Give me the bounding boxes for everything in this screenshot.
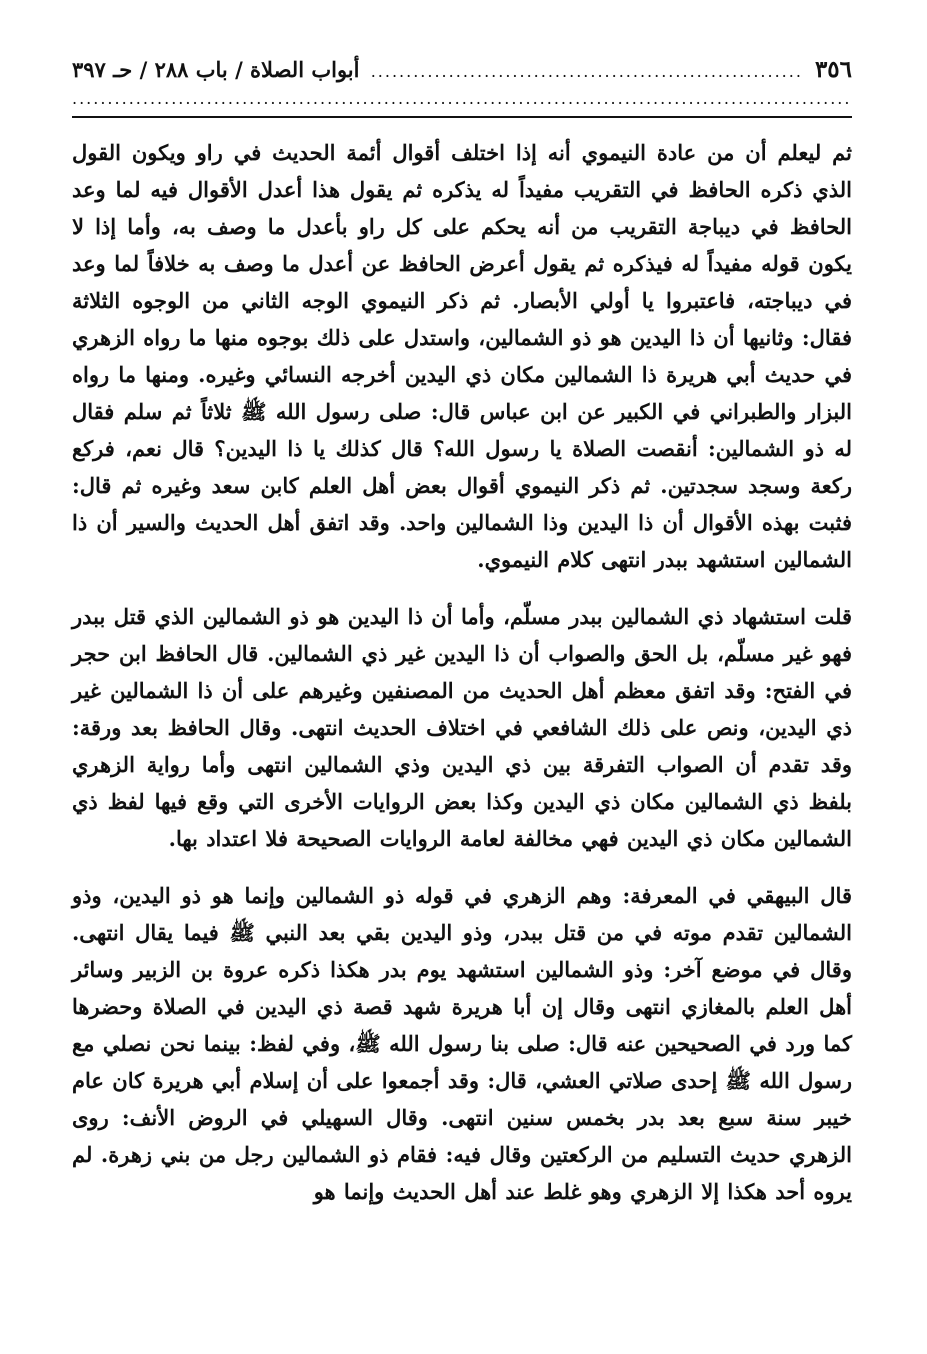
running-title: أبواب الصلاة / باب ٢٨٨ / حـ ٣٩٧ [72, 57, 360, 82]
paragraph-3: قال البيهقي في المعرفة: وهم الزهري في قوله ذو الشمالين وإنما هو ذو اليدين، وذو الشمالين تقدم موته في من قتل ببدر، وذو اليدين بقي بعد النبي ﷺ فيما يقال انتهى. وقال في موضع آخر: وذو الشمالين استشهد يوم بدر هكذا ذكره عروة بن الزبير وسائر أهل العلم بالمغازي انتهى وقال إن أبا هريرة شهد قصة ذي اليدين في الصلاة وحضرها كما ورد في الصحيحين عنه قال: صلى بنا رسول الله ﷺ، وفي لفظ: بينما نحن نصلي مع رسول الله ﷺ إحدى صلاتي العشي، قال: وقد أجمعوا على أن إسلام أبي هريرة كان عام خيبر سنة سبع بعد بدر بخمس سنين انتهى. وقال السهيلي في الروض الأنف: روى الزهري حديث التسليم من الركعتين وقال فيه: فقام ذو الشمالين رجل من بني زهرة. لم يروه أحد هكذا إلا الزهري وهو غلط عند أهل الحديث وإنما هو [72, 883, 852, 1204]
page-number: ٣٥٦ [814, 56, 852, 83]
header-rule [72, 116, 852, 118]
paragraph-2: قلت استشهاد ذي الشمالين ببدر مسلّم، وأما أن ذا اليدين هو ذو الشمالين الذي قتل ببدر فهو غير مسلّم، بل الحق والصواب أن ذا اليدين غير ذي الشمالين. قال الحافظ ابن حجر في الفتح: وقد اتفق معظم أهل الحديث من المصنفين وغيرهم على أن ذا الشمالين غير ذي اليدين، ونص على ذلك الشافعي في اختلاف الحديث انتهى. وقال الحافظ بعد ورقة: وقد تقدم أن الصواب التفرقة بين ذي اليدين وذي الشمالين انتهى وأما رواية الزهري بلفظ ذي الشمالين مكان ذي اليدين وكذا بعض الروايات الأخرى التي وقع فيها لفظ ذي الشمالين مكان ذي اليدين فهي مخالفة لعامة الروايات الصحيحة فلا اعتداد بها. [72, 604, 853, 851]
header-dotted-leader [371, 62, 802, 81]
paragraph-1: ثم ليعلم أن من عادة النيموي أنه إذا اختلف أقوال أئمة الحديث في راو ويكون القول الذي ذكره الحافظ في التقريب مفيداً له يذكره ثم يقول هذا أعدل الأقوال فيه لما وعد الحافظ في ديباجة التقريب من أنه يحكم على كل راو بأعدل ما وصف به، وأما إذا لا يكون قوله مفيداً له فيذكره ثم يقول أعرض الحافظ عن أعدل ما وصف به خلافاً لما وعد في ديباجته، فاعتبروا يا أولي الأبصار. ثم ذكر النيموي الوجه الثاني من الوجوه الثلاثة فقال: وثانيها أن ذا اليدين هو ذو الشمالين، واستدل على ذلك بوجوه منها ما رواه الزهري في حديث أبي هريرة ذا الشمالين مكان ذي اليدين أخرجه النسائي وغيره. ومنها ما رواه البزار والطبراني في الكبير عن ابن عباس قال: صلى رسول الله ﷺ ثلاثاً ثم سلم فقال له ذو الشمالين: أنقصت الصلاة يا رسول الله؟ قال كذلك يا ذا اليدين؟ قال نعم، فركع ركعة وسجد سجدتين. ثم ذكر النيموي أقوال بعض أهل العلم كابن سعد وغيره ثم قال: فثبت بهذه الأقوال أن ذا اليدين وذا الشمالين واحد. وقد اتفق أهل الحديث والسير أن ذا الشمالين استشهد ببدر انتهى كلام النيموي. [72, 140, 852, 572]
body-text [72, 134, 852, 1210]
running-header [72, 56, 852, 92]
dotted-divider [72, 92, 852, 106]
